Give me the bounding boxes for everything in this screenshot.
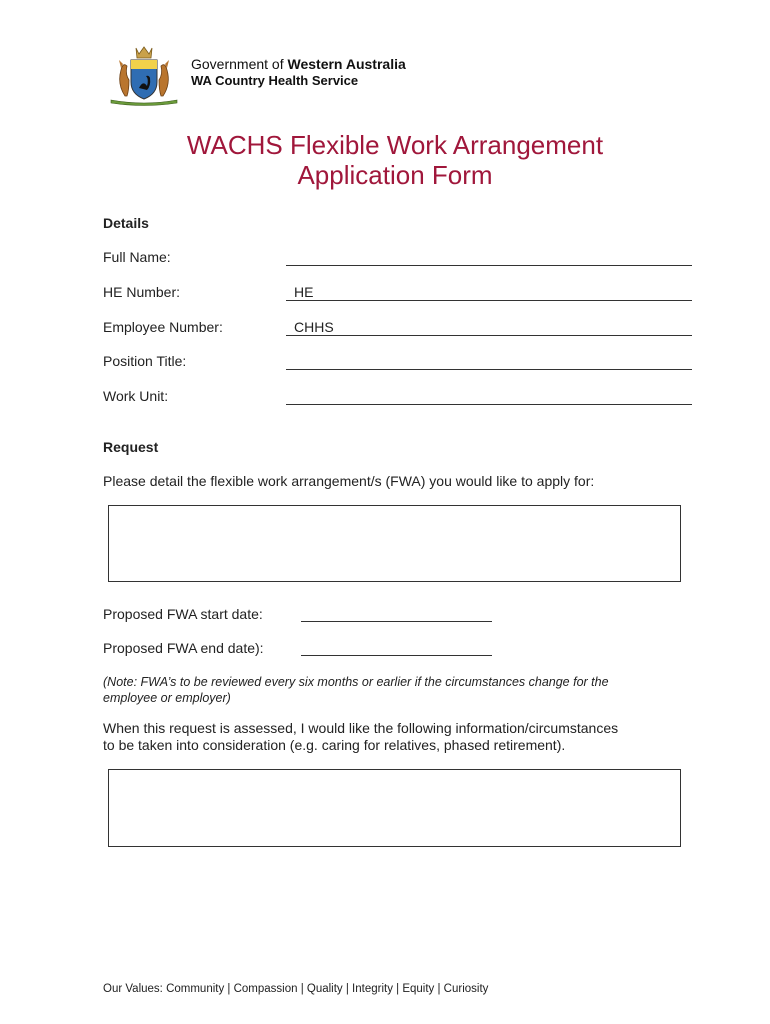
fwa-end-date-field[interactable] (301, 639, 492, 656)
consideration-prompt: When this request is assessed, I would like the following information/circumstances to be taken into consideration (e.g. caring for relatives, phased retirement). (103, 720, 619, 753)
full-name-label: Full Name: (103, 249, 171, 265)
work-unit-label: Work Unit: (103, 388, 169, 404)
form-title-line-2: Application Form (297, 160, 493, 190)
government-name: Government of Western Australia (191, 56, 406, 72)
consideration-textarea[interactable] (108, 769, 681, 847)
position-title-field[interactable] (286, 353, 692, 370)
he-number-field[interactable] (286, 284, 692, 301)
values-footer: Our Values: Community | Compassion | Quality | Integrity | Equity | Curiosity (103, 983, 489, 995)
employee-number-field[interactable] (286, 319, 692, 336)
work-unit-field[interactable] (286, 388, 692, 405)
employee-number-label: Employee Number: (103, 319, 223, 335)
position-title-label: Position Title: (103, 353, 187, 369)
fwa-details-textarea[interactable] (108, 505, 681, 582)
review-note: (Note: FWA’s to be reviewed every six months or earlier if the circumstances change for the employee or employer) (103, 675, 609, 705)
wa-coat-of-arms-icon (103, 44, 185, 106)
fwa-start-date-field[interactable] (301, 605, 492, 622)
health-service-name: WA Country Health Service (191, 73, 359, 88)
he-number-value: HE (294, 284, 314, 300)
fwa-start-date-label: Proposed FWA start date: (103, 606, 263, 622)
fwa-prompt: Please detail the flexible work arrangement/s (FWA) you would like to apply for: (103, 473, 595, 489)
employee-number-value: CHHS (294, 319, 334, 335)
fwa-end-date-label: Proposed FWA end date): (103, 640, 264, 656)
request-heading: Request (103, 439, 159, 455)
full-name-field[interactable] (286, 249, 692, 266)
he-number-label: HE Number: (103, 284, 181, 300)
form-title-line-1: WACHS Flexible Work Arrangement (186, 130, 604, 160)
details-heading: Details (103, 215, 149, 231)
